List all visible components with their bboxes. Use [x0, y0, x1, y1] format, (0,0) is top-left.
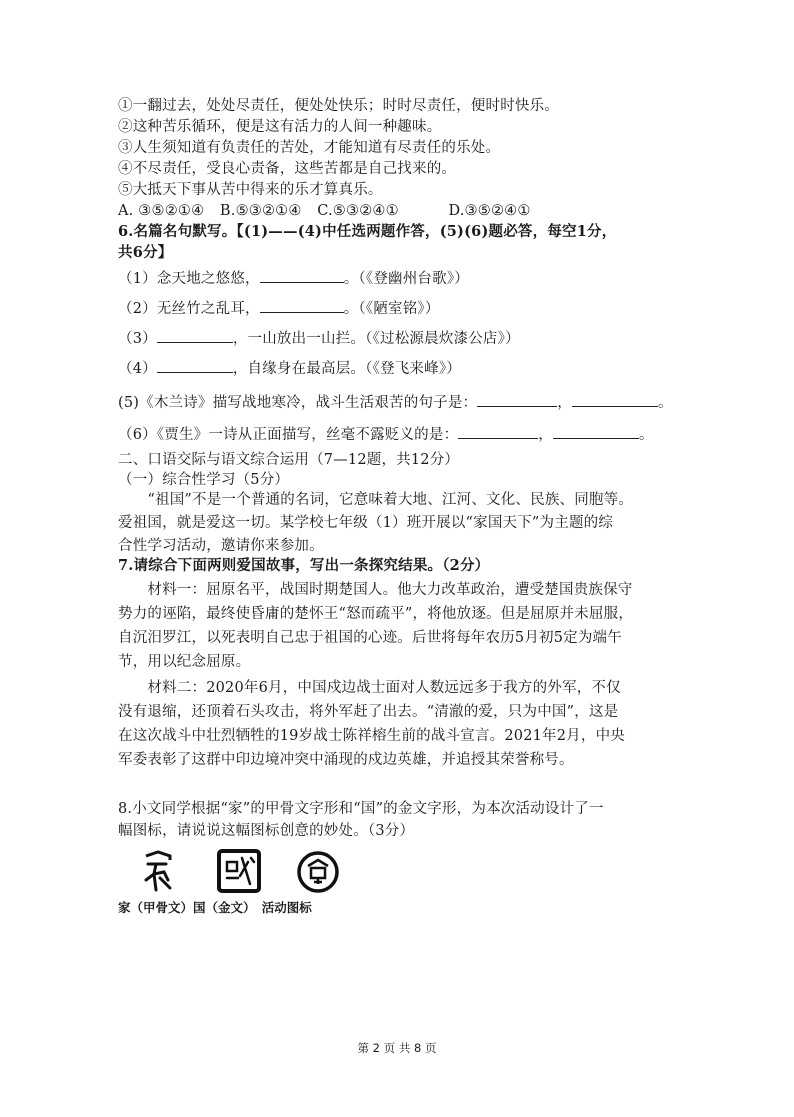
section2-intro-3: 合性学习活动，邀请你来参加。: [118, 538, 324, 554]
guo-bronze-icon: [216, 848, 262, 894]
section2-intro-1: “祖国”不是一个普通的名词，它意味着大地、江河、文化、民族、同胞等。: [118, 492, 634, 508]
sentence-2: ②这种苦乐循环，便是这有活力的人间一种趣味。: [118, 119, 442, 135]
blank-5a[interactable]: [477, 392, 557, 407]
q6-item-2-prefix: （2）无丝竹之乱耳，: [118, 301, 260, 317]
choice-b: B.⑤③②①④: [219, 203, 302, 219]
activity-logo-icon: [296, 850, 340, 894]
q6-item-5-prefix: (5)《木兰诗》描写战地寒冷，战斗生活艰苦的句子是：: [118, 395, 478, 411]
q6-item-5-comma: ，: [557, 395, 572, 411]
q7-material2-line1: 材料二：2020年6月，中国戍边战士面对人数远远多于我方的外军，不仅: [118, 680, 621, 696]
q6-item-6-comma: ，: [538, 427, 553, 443]
glyph-caption: 家（甲骨文）国（金文） 活动图标: [118, 900, 312, 915]
q7-material1-line4: 节，用以纪念屈原。: [118, 654, 251, 670]
choice-a: A. ③⑤②①④: [118, 203, 205, 219]
q6-item-5-end: 。: [657, 395, 673, 411]
q6-item-6-prefix: （6）《贾生》一诗从正面描写，丝毫不露贬义的是：: [118, 427, 459, 443]
choice-d: D.③⑤②④①: [448, 203, 531, 219]
q8-line2: 幅图标，请说说这幅图标创意的妙处。（3分）: [118, 823, 415, 839]
section2-subheading: （一）综合性学习（5分）: [118, 472, 290, 488]
choice-c: C.⑤③②④①: [317, 203, 399, 219]
blank-4[interactable]: [157, 358, 233, 373]
blank-2[interactable]: [260, 298, 344, 313]
q6-item-4-prefix: （4）: [118, 361, 157, 377]
answer-choices: [118, 201, 531, 221]
q6-item-1: [118, 268, 469, 289]
q6-item-6: [118, 424, 654, 445]
q7-material1-line3: 自沉汨罗江，以死表明自己忠于祖国的心迹。后世将每年农历5月初5定为端午: [118, 630, 622, 646]
jia-oracle-bone-icon: [140, 850, 176, 894]
q7-material2-line2: 没有退缩，还顶着石头攻击，将外军赶了出去。“清澈的爱，只为中国”，这是: [118, 704, 619, 720]
q6-item-2-source: 。（《陋室铭》）: [343, 301, 440, 317]
q8-line1: 8.小文同学根据“家”的甲骨文字形和“国”的金文字形，为本次活动设计了一: [118, 801, 604, 817]
q6-item-5: [118, 392, 673, 413]
q6-title-line1: 6.名篇名句默写。【(1)——(4)中任选两题作答，(5)(6)题必答，每空1分，: [118, 223, 617, 240]
blank-5b[interactable]: [572, 392, 658, 407]
q7-title: 7.请综合下面两则爱国故事，写出一条探究结果。（2分）: [118, 557, 490, 574]
blank-1[interactable]: [260, 268, 344, 283]
q6-item-4-text: ，自缘身在最高层。（《登飞来峰》）: [232, 361, 461, 377]
blank-6a[interactable]: [458, 424, 538, 439]
section2-heading: 二、口语交际与语文综合运用（7—12题，共12分）: [118, 452, 460, 468]
q7-material1-line2: 势力的诬陷，最终使昏庸的楚怀王“怒而疏平”，将他放逐。但是屈原并未屈服，: [118, 606, 634, 622]
q6-item-6-end: 。: [638, 427, 654, 443]
q6-item-4: [118, 358, 461, 379]
q6-item-3-prefix: （3）: [118, 331, 157, 347]
section2-intro-2: 爱祖国，就是爱这一切。某学校七年级（1）班开展以“家国天下”为主题的综: [118, 515, 614, 531]
blank-3[interactable]: [157, 328, 233, 343]
sentence-4: ④不尽责任，受良心责备，这些苦都是自己找来的。: [118, 161, 457, 177]
q7-material2-line3: 在这次战斗中壮烈牺牲的19岁战士陈祥榕生前的战斗宣言。2021年2月，中央: [118, 728, 625, 744]
blank-6b[interactable]: [553, 424, 639, 439]
q6-item-3-text: ，一山放出一山拦。（《过松源晨炊漆公店》）: [232, 331, 520, 347]
q7-material1-line1: 材料一：屈原名平，战国时期楚国人。他大力改革政治，遭受楚国贵族保守: [118, 582, 633, 598]
q6-item-1-source: 。（《登幽州台歌》）: [343, 271, 469, 287]
sentence-1: ①一翻过去，处处尽责任，便处处快乐；时时尽责任，便时时快乐。: [118, 98, 559, 114]
q6-item-2: [118, 298, 440, 319]
q6-item-3: [118, 328, 520, 349]
sentence-3: ③人生须知道有负责任的苦处，才能知道有尽责任的乐处。: [118, 140, 501, 156]
q6-item-1-prefix: （1）念天地之悠悠，: [118, 271, 260, 287]
q6-title-line2: 共6分】: [118, 244, 173, 261]
q7-material2-line4: 军委表彰了这群中印边境冲突中涌现的戍边英雄，并追授其荣誉称号。: [118, 752, 574, 768]
page-number: 第 2 页 共 8 页: [357, 1041, 437, 1055]
sentence-5: ⑤大抵天下事从苦中得来的乐才算真乐。: [118, 182, 383, 198]
